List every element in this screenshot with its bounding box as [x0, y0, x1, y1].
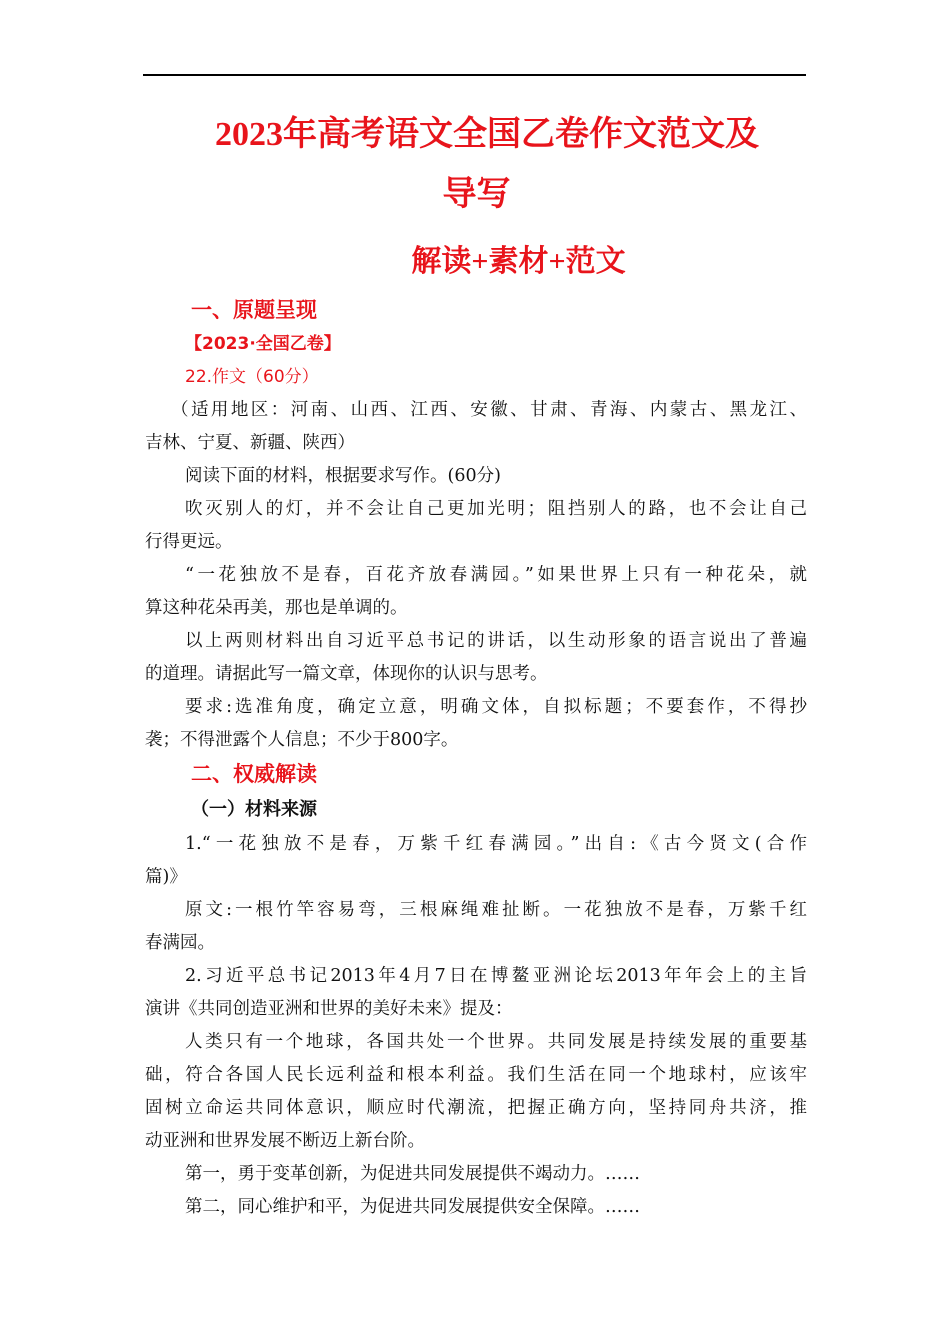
section-heading-1: 一、原题呈现 [191, 298, 317, 322]
material1-line: 吹灭别人的灯，并不会让自己更加光明；阻挡别人的路，也不会让自己 [185, 499, 807, 519]
document-body [145, 293, 807, 1224]
quote-line: 础，符合各国人民长远利益和根本利益。我们生活在同一个地球村，应该牢 [145, 1065, 807, 1085]
quote-line: 动亚洲和世界发展不断迈上新台阶。 [145, 1131, 425, 1151]
material2-line: 算这种花朵再美，那也是单调的。 [145, 598, 408, 618]
instruction: 阅读下面的材料，根据要求写作。(60分) [185, 466, 501, 486]
section-heading-2: 二、权威解读 [191, 762, 317, 786]
material2-line: “一花独放不是春，百花齐放春满园。”如果世界上只有一种花朵，就 [185, 565, 807, 585]
original-line: 春满园。 [145, 933, 215, 953]
item2-line: 演讲《共同创造亚洲和世界的美好未来》提及： [145, 999, 513, 1019]
source-label: 【2023·全国乙卷】 [185, 334, 341, 354]
point-1: 第一，勇于变革创新，为促进共同发展提供不竭动力。…… [185, 1164, 640, 1184]
requirements-line: 要求:选准角度，确定立意，明确文体，自拟标题；不要套作，不得抄 [185, 697, 807, 717]
requirements-line: 袭；不得泄露个人信息；不少于800字。 [145, 730, 459, 750]
quote-line: 人类只有一个地球，各国共处一个世界。共同发展是持续发展的重要基 [185, 1032, 807, 1052]
point-2: 第二，同心维护和平，为促进共同发展提供安全保障。…… [185, 1197, 640, 1217]
prompt-line: 以上两则材料出自习近平总书记的讲话，以生动形象的语言说出了普遍 [185, 631, 807, 651]
prompt-line: 的道理。请据此写一篇文章，体现你的认识与思考。 [145, 664, 548, 684]
document-title-line2: 导写 [442, 176, 511, 213]
header-rule [143, 74, 806, 76]
item1-line: 1.“一花独放不是春，万紫千红春满园。”出自:《古今贤文(合作 [185, 834, 807, 854]
subsection-heading: （一）材料来源 [191, 799, 317, 820]
item2-line: 2.习近平总书记2013年4月7日在博鳌亚洲论坛2013年年会上的主旨 [185, 966, 807, 986]
quote-line: 固树立命运共同体意识，顺应时代潮流，把握正确方向，坚持同舟共济，推 [145, 1098, 807, 1118]
regions-line: 吉林、宁夏、新疆、陕西） [145, 433, 355, 453]
original-line: 原文:一根竹竿容易弯，三根麻绳难扯断。一花独放不是春，万紫千红 [185, 900, 807, 920]
document-subtitle: 解读+素材+范文 [411, 245, 626, 278]
document-title-line1: 2023年高考语文全国乙卷作文范文及 [215, 116, 759, 153]
regions-line: （适用地区：河南、山西、江西、安徽、甘肃、青海、内蒙古、黑龙江、 [171, 400, 807, 420]
item1-line: 篇)》 [145, 867, 187, 887]
question-label: 22.作文（60分） [185, 367, 319, 387]
material1-line: 行得更远。 [145, 532, 233, 552]
